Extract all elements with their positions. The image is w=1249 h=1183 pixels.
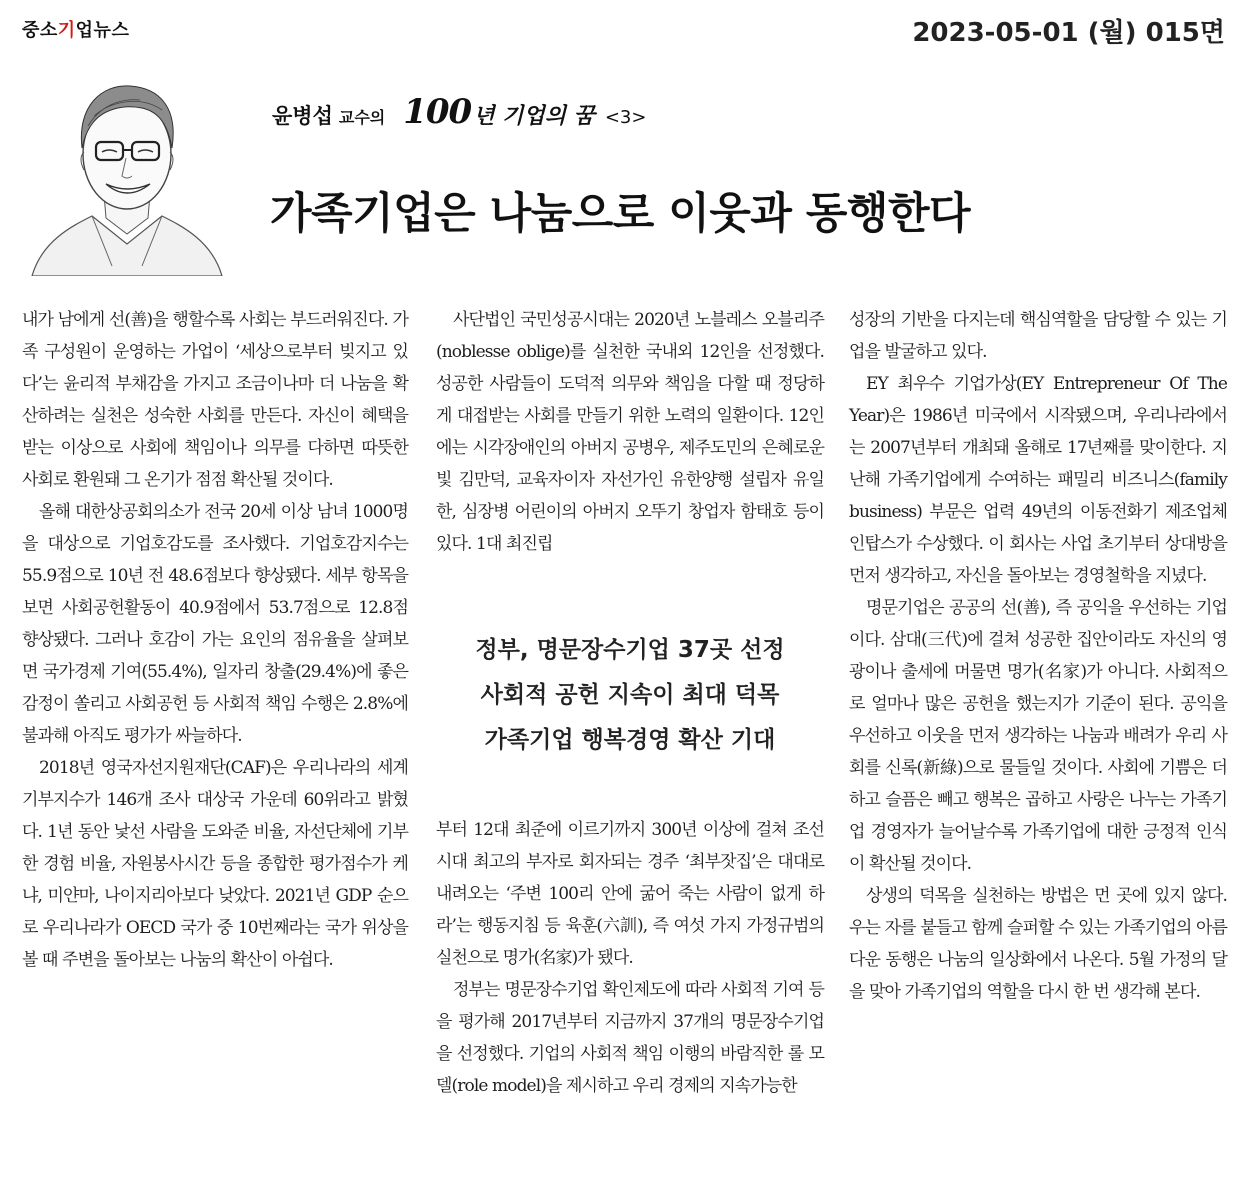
paragraph: 정부는 명문장수기업 확인제도에 따라 사회적 기여 등을 평가해 2017년부터 지금까지 37개의 명문장수기업을 선정했다. 기업의 사회적 책임 이행의 바람직한 롤 모델(role model)을 제시하고 우리 경제의 지속가능한 bbox=[436, 980, 824, 1096]
article-headline: 가족기업은 나눔으로 이웃과 동행한다 bbox=[270, 189, 971, 239]
series-author: 윤병섭 bbox=[272, 104, 333, 128]
series-installment-number: <3> bbox=[604, 107, 647, 128]
series-brand-number: 100 bbox=[403, 92, 472, 132]
subheadline: 가족기업 행복경영 확산 기대 bbox=[484, 727, 776, 753]
article-column-3 bbox=[849, 304, 1227, 1008]
article-column-1 bbox=[22, 304, 408, 976]
publication-name: 중소기업뉴스 bbox=[22, 20, 130, 41]
paragraph: 2018년 영국자선지원재단(CAF)은 우리나라의 세계기부지수가 146개 조사 대상국 가운데 60위라고 밝혔다. 1년 동안 낯선 사람을 도와준 비율, 자선단체에 기부한 경험 비율, 자원봉사시간 등을 종합한 평가점수가 케냐, 미얀마, 나이지리아보다 낮았다. 2021년 GDP 순으로 우리나라가 OECD 국가 중 10번째라는 국가 위상을 볼 때 주변을 돌아보는 나눔의 확산이 아쉽다. bbox=[22, 758, 408, 970]
article-column-2-bottom bbox=[436, 814, 824, 1102]
paragraph: 내가 남에게 선(善)을 행할수록 사회는 부드러워진다. 가족 구성원이 운영하는 가업이 ‘세상으로부터 빚지고 있다’는 윤리적 부채감을 가지고 조금이나마 더 나눔을 확산하려는 실천은 성숙한 사회를 만든다. 자신이 혜택을 받는 이상으로 사회에 책임이나 의무를 다하면 따뜻한 사회로 환원돼 그 온기가 점점 확산될 것이다. bbox=[22, 310, 408, 490]
paragraph: 사단법인 국민성공시대는 2020년 노블레스 오블리주(noblesse oblige)를 실천한 국내외 12인을 선정했다. 성공한 사람들이 도덕적 의무와 책임을 다할 때 정당하게 대접받는 사회를 만들기 위한 노력의 일환이다. 12인에는 시각장애인의 아버지 공병우, 제주도민의 은혜로운 빛 김만덕, 교육자이자 자선가인 유한양행 설립자 유일한, 심장병 어린이의 아버지 오뚜기 창업자 함태호 등이 있다. 1대 최진립 bbox=[436, 310, 824, 554]
paragraph: EY 최우수 기업가상(EY Entrepreneur Of The Year)은 1986년 미국에서 시작됐으며, 우리나라에서는 2007년부터 개최돼 올해로 17년째를 맞이한다. 지난해 가족기업에게 수여하는 패밀리 비즈니스(family business) 부문은 업력 49년의 이동전화기 제조업체 인탑스가 수상했다. 이 회사는 사업 초기부터 상대방을 먼저 생각하고, 자신을 돌아보는 경영철학을 지녔다. bbox=[849, 374, 1227, 586]
series-brand-text: 년 기업의 꿈 bbox=[473, 103, 595, 129]
article-column-2-top bbox=[436, 304, 824, 560]
series-title bbox=[272, 92, 646, 138]
paragraph: 상생의 덕목을 실천하는 방법은 먼 곳에 있지 않다. 우는 자를 붙들고 함께 슬퍼할 수 있는 가족기업의 아름다운 동행은 나눔의 일상화에서 나온다. 5월 가정의 달을 맞아 가족기업의 역할을 다시 한 번 생각해 본다. bbox=[849, 886, 1227, 1002]
subheadline: 정부, 명문장수기업 37곳 선정 bbox=[475, 637, 785, 663]
subheadline: 사회적 공헌 지속이 최대 덕목 bbox=[480, 682, 780, 708]
paragraph: 부터 12대 최준에 이르기까지 300년 이상에 걸쳐 조선시대 최고의 부자로 회자되는 경주 ‘최부잣집’은 대대로 내려오는 ‘주변 100리 안에 굶어 죽는 사람이 없게 하라’는 행동지침 등 육훈(六訓), 즉 여섯 가지 가정규범의 실천으로 명가(名家)가 됐다. bbox=[436, 820, 824, 968]
author-portrait-illustration bbox=[22, 66, 232, 276]
paragraph: 성장의 기반을 다지는데 핵심역할을 담당할 수 있는 기업을 발굴하고 있다. bbox=[849, 310, 1227, 362]
paragraph: 명문기업은 공공의 선(善), 즉 공익을 우선하는 기업이다. 삼대(三代)에 걸쳐 성공한 집안이라도 자신의 영광이나 출세에 머물면 명가(名家)가 아니다. 사회적으로 얼마나 많은 공헌을 했는지가 기준이 된다. 공익을 우선하고 이웃을 먼저 생각하는 나눔과 배려가 우리 사회를 신록(新綠)으로 물들일 것이다. 사회에 기쁨은 더하고 슬픔은 빼고 행복은 곱하고 사랑은 나누는 가족기업 경영자가 늘어날수록 가족기업에 대한 긍정적 인식이 확산될 것이다. bbox=[849, 598, 1227, 874]
subheadline-block bbox=[436, 628, 824, 763]
issue-dateline: 2023-05-01 (월) 015면 bbox=[912, 18, 1225, 48]
series-title-suffix: 교수의 bbox=[338, 108, 386, 127]
paragraph: 올해 대한상공회의소가 전국 20세 이상 남녀 1000명을 대상으로 기업호감도를 조사했다. 기업호감지수는 55.9점으로 10년 전 48.6점보다 향상됐다. 세부 항목을 보면 사회공헌활동이 40.9점에서 53.7점으로 12.8점 향상됐다. 그러나 호감이 가는 요인의 점유율을 살펴보면 국가경제 기여(55.4%), 일자리 창출(29.4%)에 좋은 감정이 쏠리고 사회공헌 등 사회적 책임 수행은 2.8%에 불과해 아직도 평가가 싸늘하다. bbox=[22, 502, 408, 746]
